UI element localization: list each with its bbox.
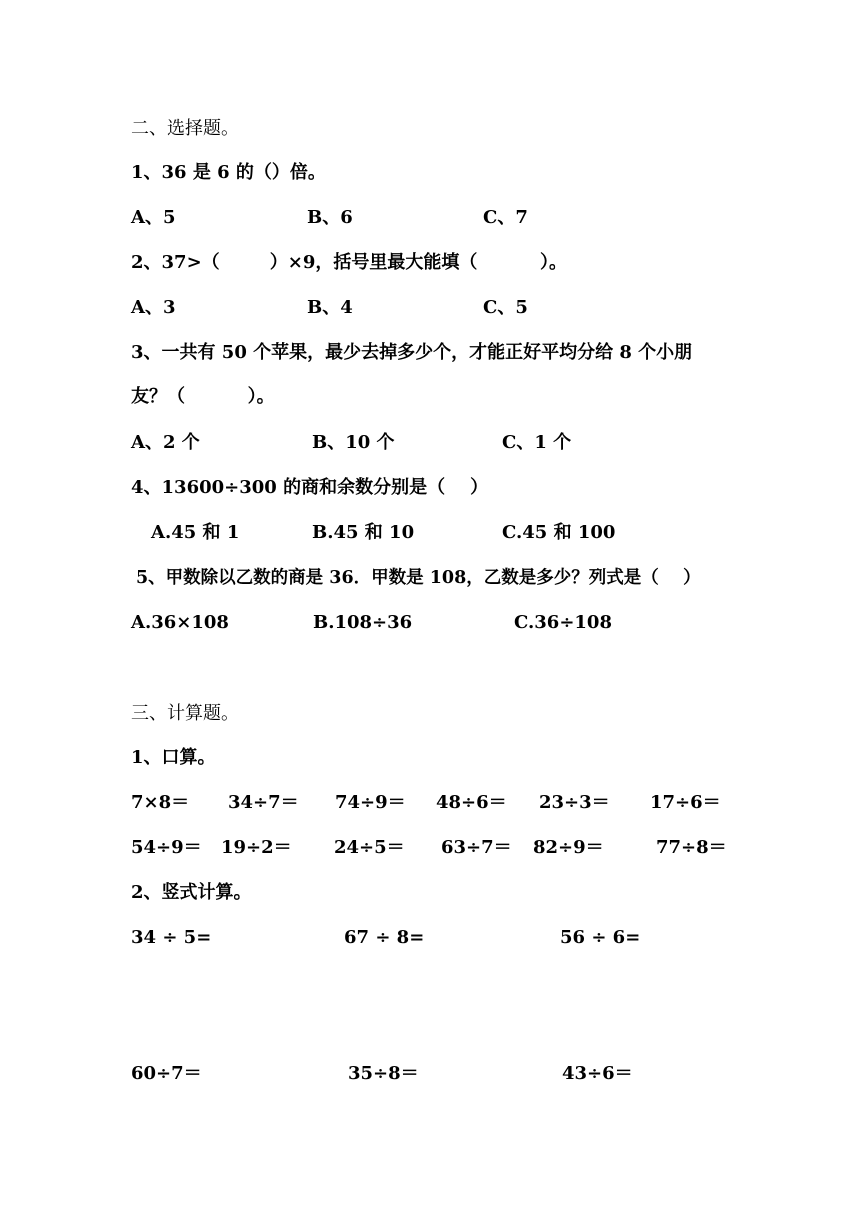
question-3-option-b: B、10 个 — [312, 432, 395, 453]
question-2-option-c: C、5 — [483, 297, 528, 318]
question-5-option-b: B.108÷36 — [313, 612, 413, 633]
oral-problem: 19÷2＝ — [221, 837, 292, 858]
question-5-stem: 5、甲数除以乙数的商是 36．甲数是 108，乙数是多少？列式是（ ） — [136, 568, 701, 588]
question-1-option-a: A、5 — [131, 207, 176, 228]
oral-problem: 17÷6＝ — [650, 792, 721, 813]
vertical-problem: 56 ÷ 6= — [560, 927, 641, 948]
vertical-problem: 43÷6＝ — [562, 1063, 633, 1084]
question-3-option-c: C、1 个 — [502, 432, 572, 453]
question-1-stem: 1、36 是 6 的（）倍。 — [131, 162, 326, 183]
question-2-option-a: A、3 — [131, 297, 176, 318]
vertical-problem: 60÷7＝ — [131, 1063, 202, 1084]
section-title-choice: 二、选择题。 — [131, 118, 239, 139]
vertical-problem: 35÷8＝ — [348, 1063, 419, 1084]
oral-problem: 34÷7＝ — [228, 792, 299, 813]
oral-problem: 82÷9＝ — [533, 837, 604, 858]
vertical-problem: 34 ÷ 5= — [131, 927, 212, 948]
section-title-calculation: 三、计算题。 — [131, 703, 239, 724]
vertical-problem: 67 ÷ 8= — [344, 927, 425, 948]
question-4-option-c: C.45 和 100 — [502, 522, 616, 543]
oral-problem: 48÷6＝ — [436, 792, 507, 813]
question-4-option-a: A.45 和 1 — [151, 522, 240, 543]
question-5-option-c: C.36÷108 — [514, 612, 612, 633]
question-5-option-a: A.36×108 — [131, 612, 229, 633]
question-3-stem-line-1: 3、一共有 50 个苹果，最少去掉多少个，才能正好平均分给 8 个小朋 — [131, 342, 693, 363]
question-4-option-b: B.45 和 10 — [312, 522, 415, 543]
oral-problem: 23÷3＝ — [539, 792, 610, 813]
question-3-option-a: A、2 个 — [131, 432, 200, 453]
oral-problem: 7×8＝ — [131, 792, 190, 813]
vertical-calc-title: 2、竖式计算。 — [131, 882, 252, 903]
question-3-stem-line-2: 友？（ ）。 — [131, 386, 275, 407]
oral-problem: 24÷5＝ — [334, 837, 405, 858]
question-1-option-c: C、7 — [483, 207, 528, 228]
oral-problem: 63÷7＝ — [441, 837, 512, 858]
oral-problem: 54÷9＝ — [131, 837, 202, 858]
question-1-option-b: B、6 — [307, 207, 353, 228]
oral-problem: 77÷8＝ — [656, 837, 727, 858]
question-4-stem: 4、13600÷300 的商和余数分别是（ ） — [131, 477, 489, 498]
question-2-option-b: B、4 — [307, 297, 353, 318]
oral-calc-title: 1、口算。 — [131, 747, 216, 768]
question-2-stem: 2、37>（ ）×9，括号里最大能填（ ）。 — [131, 252, 568, 273]
oral-problem: 74÷9＝ — [335, 792, 406, 813]
